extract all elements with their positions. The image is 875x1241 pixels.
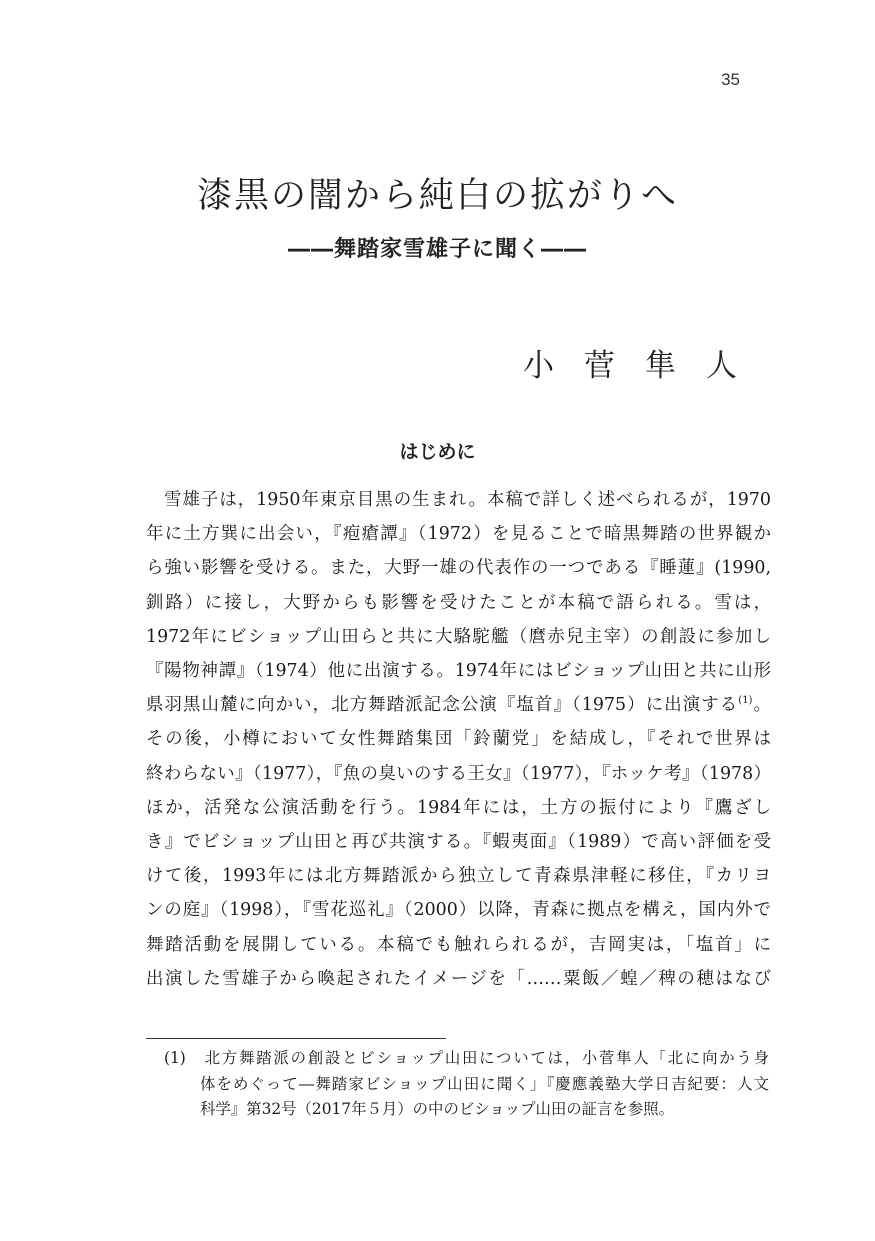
body-line-end: 。 <box>752 695 771 716</box>
article-subtitle: ――舞踏家雪雄子に聞く―― <box>287 237 587 262</box>
body-line: 釧路）に接し，大野からも影響を受けたことが本稿で語られる。雪は， <box>146 592 771 613</box>
author-name: 小菅隼人 <box>523 348 767 384</box>
body-line: 雪雄子は，1950年東京目黒の生まれ。本稿で詳しく述べられるが，1970 <box>164 490 771 510</box>
body-line-text: 県羽黒山麓に向かい，北方舞踏派記念公演『塩首』（1975）に出演する <box>146 695 739 716</box>
body-line: 終わらない』（1977），『魚の臭いのする王女』（1977），『ホッケ考』（1978） <box>146 763 771 784</box>
footnote-divider <box>146 1038 446 1039</box>
body-line: その後，小樽において女性舞踏集団「鈴蘭党」を結成し，『それで世界は <box>146 729 771 750</box>
footnote-marker: (1) <box>164 1049 186 1067</box>
body-line: 1972年にビショップ山田らと共に大駱駝艦（麿赤兒主宰）の創設に参加し <box>146 626 771 647</box>
body-line-with-footnote <box>146 688 771 722</box>
footnote-line <box>164 1046 769 1072</box>
footnote-reference[interactable]: (1) <box>738 695 753 707</box>
body-line: 年に土方巽に出会い，『疱瘡譚』（1972）を見ることで暗黒舞踏の世界観か <box>146 524 771 545</box>
section-heading: はじめに <box>399 441 476 463</box>
body-line: き』でビショップ山田と再び共演する。『蝦夷面』（1989）で高い評価を受 <box>146 832 771 853</box>
body-line: 舞踏活動を展開している。本稿でも触れられるが，吉岡実は，「塩首」に <box>146 934 771 955</box>
footnote-line: 体をめぐって―舞踏家ビショップ山田に聞く」『慶應義塾大学日吉紀要：人文 <box>200 1074 769 1093</box>
body-line: けて後，1993年には北方舞踏派から独立して青森県津軽に移住，『カリヨ <box>146 866 771 887</box>
body-line: 出演した雪雄子から喚起されたイメージを「……粟飯／蝗／稗の穂はなび <box>146 968 771 989</box>
page-number: 35 <box>721 70 740 89</box>
footnote-text: 北方舞踏派の創設とビショップ山田については，小菅隼人「北に向かう身 <box>204 1049 769 1067</box>
footnote <box>164 1046 769 1123</box>
footnote-line: 科学』第32号（2017年５月）の中のビショップ山田の証言を参照。 <box>200 1100 674 1119</box>
body-text <box>146 483 771 996</box>
article-title: 漆黒の闇から純白の拡がりへ <box>196 176 678 216</box>
body-line: ら強い影響を受ける。また，大野一雄の代表作の一つである『睡蓮』(1990, <box>146 558 771 579</box>
body-line: ンの庭』（1998），『雪花巡礼』（2000）以降，青森に拠点を構え，国内外で <box>146 900 771 921</box>
body-line: 『陽物神譚』（1974）他に出演する。1974年にはビショップ山田と共に山形 <box>146 661 771 682</box>
body-line: ほか，活発な公演活動を行う。1984年には，土方の振付により『鷹ざし <box>146 797 771 818</box>
